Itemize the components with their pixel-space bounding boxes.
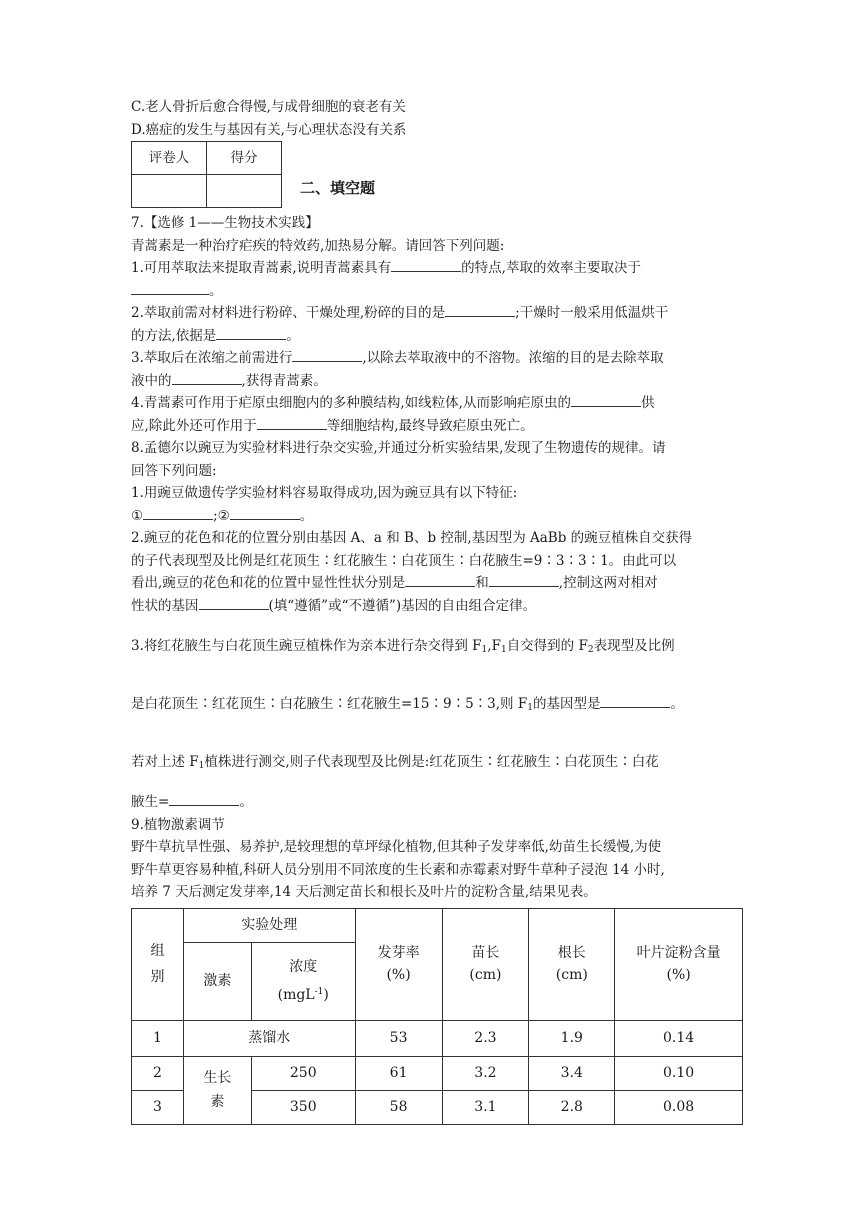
table-row: [132, 1020, 743, 1056]
text: 。: [239, 794, 253, 810]
option-c: C.老人骨折后愈合得慢,与成骨细胞的衰老有关: [131, 99, 406, 115]
conc-unit-close: ): [323, 987, 329, 1003]
text: ;干燥时一般采用低温烘干: [515, 305, 669, 321]
q8-intro-cont: 回答下列问题:: [131, 462, 217, 479]
text: 等细胞结构,最终导致疟原虫死亡。: [326, 417, 534, 434]
cell-treatment: 蒸馏水: [183, 1020, 355, 1056]
q8-part2-line2: 的子代表现型及比例是红花顶生∶红花腋生∶白花顶生∶白花腋生=9∶3∶3∶1。由此可以: [131, 552, 677, 569]
text: 3.萃取后在浓缩之前需进行: [131, 350, 293, 366]
header-group: [132, 908, 184, 1020]
header-shoot: [442, 908, 529, 1020]
root-label: 根长: [557, 944, 586, 961]
q8-part2-line3: [131, 572, 743, 595]
answer-blank[interactable]: [131, 280, 209, 295]
cell-shoot: 2.3: [442, 1020, 529, 1056]
answer-blank[interactable]: [172, 370, 242, 385]
text: ,F: [487, 638, 501, 654]
text: 3.将红花腋生与白花顶生豌豆植株作为亲本进行杂交得到 F: [131, 638, 482, 654]
conc-unit: (mgL: [277, 987, 315, 1003]
cell-shoot: 3.2: [442, 1056, 529, 1090]
answer-blank[interactable]: [391, 257, 461, 272]
root-unit: (cm): [555, 967, 588, 983]
header-group-label: 组别: [150, 943, 165, 985]
subscript: 1: [500, 645, 507, 655]
subscript: 1: [198, 761, 205, 771]
score-table: [131, 141, 282, 208]
score-header: 得分: [207, 142, 282, 175]
text: 若对上述 F: [131, 754, 199, 770]
answer-blank[interactable]: [230, 505, 300, 520]
subscript: 1: [527, 703, 533, 713]
grader-header: 评卷人: [132, 142, 207, 175]
text: 表现型及比例: [593, 638, 675, 654]
answer-blank[interactable]: [169, 791, 239, 806]
starch-unit: (%): [666, 967, 691, 983]
answer-blank[interactable]: [143, 505, 213, 520]
cell-group: 2: [132, 1056, 184, 1090]
q8-part2-line4: [131, 595, 743, 618]
answer-blank[interactable]: [489, 572, 559, 587]
starch-label: 叶片淀粉含量: [636, 944, 721, 961]
option-d: D.癌症的发生与基因有关,与心理状态没有关系: [131, 121, 407, 138]
answer-blank[interactable]: [292, 347, 362, 362]
text: 应,除此外还可作用于: [131, 417, 257, 434]
shoot-label: 苗长: [471, 944, 500, 961]
q7-part3-cont: [131, 370, 743, 393]
q7-part1: [131, 257, 743, 280]
q7-intro: 青蒿素是一种治疗疟疾的特效药,加热易分解。请回答下列问题:: [131, 237, 505, 254]
answer-blank[interactable]: [199, 595, 269, 610]
cell-group: 1: [132, 1020, 184, 1056]
answer-blank[interactable]: [600, 693, 670, 708]
text: 4.青蒿素可作用于疟原虫细胞内的多种膜结构,如线粒体,从而影响疟原虫的: [131, 395, 571, 411]
text: 腋生=: [131, 794, 170, 810]
cell-group: 3: [132, 1090, 184, 1124]
answer-blank[interactable]: [257, 415, 327, 430]
text: 自交得到的 F: [506, 638, 588, 654]
text: 植株进行测交,则子代表现型及比例是:红花顶生∶红花腋生∶白花顶生∶白花: [204, 754, 659, 770]
q8-intro: 8.孟德尔以豌豆为实验材料进行杂交实验,并通过分析实验结果,发现了生物遗传的规律。请: [131, 440, 666, 456]
q8-part3-line2: [131, 675, 743, 733]
text: 1.可用萃取法来提取青蒿素,说明青蒿素具有: [131, 260, 392, 276]
header-hormone: 激素: [183, 942, 251, 1020]
text: 看出,豌豆的花色和花的位置中显性性状分别是: [131, 575, 406, 591]
q7-part3: [131, 347, 743, 370]
text: 。: [209, 282, 223, 299]
germ-label: 发芽率: [377, 944, 420, 961]
text: 液中的: [131, 372, 172, 389]
q7-part2-cont: [131, 325, 743, 348]
cell-root: 2.8: [529, 1090, 615, 1124]
cell-starch: 0.10: [615, 1056, 743, 1090]
q8-part1: 1.用豌豆做遗传学实验材料容易取得成功,因为豌豆具有以下特征:: [131, 485, 518, 501]
grader-cell[interactable]: [132, 175, 207, 208]
cell-hormone: [183, 1056, 251, 1124]
q7-part1-cont: [131, 280, 743, 303]
q7-title: 7.【选修 1——生物技术实践】: [131, 215, 319, 231]
exam-page: [131, 96, 743, 1125]
q9-title: 9.植物激素调节: [131, 816, 225, 833]
subscript: 2: [587, 645, 594, 655]
hormone-label: 生长素: [203, 1070, 232, 1110]
cell-concentration: 250: [251, 1056, 355, 1090]
score-cell[interactable]: [207, 175, 282, 208]
score-box-row: [131, 141, 743, 208]
conc-unit-exponent: -1: [314, 987, 324, 997]
q8-part3: [131, 617, 743, 675]
text: 的方法,依据是: [131, 327, 217, 344]
header-starch: [615, 908, 743, 1020]
table-row: [132, 1056, 743, 1090]
cell-germination: 53: [355, 1020, 442, 1056]
cell-root: 3.4: [529, 1056, 615, 1090]
header-germination: [355, 908, 442, 1020]
text: ,获得青蒿素。: [241, 372, 327, 389]
q8-part2: 2.豌豆的花色和花的位置分别由基因 A、a 和 B、b 控制,基因型为 AaBb 的豌豆植株自交获得: [131, 530, 693, 546]
results-table: [131, 908, 743, 1125]
q9-line3: 培养 7 天后测定发芽率,14 天后测定苗长和根长及叶片的淀粉含量,结果见表。: [131, 884, 597, 900]
text: (填“遵循”或“不遵循”)基因的自由组合定律。: [268, 597, 537, 614]
q9-line2: 野牛草更容易种植,科研人员分别用不同浓度的生长素和赤霉素对野牛草种子浸泡 14 小时,: [131, 861, 665, 878]
cell-germination: 58: [355, 1090, 442, 1124]
q8-part1-blanks: [131, 505, 743, 528]
germ-unit: (%): [386, 967, 411, 983]
cell-concentration: 350: [251, 1090, 355, 1124]
q7-part2: [131, 302, 743, 325]
cell-shoot: 3.1: [442, 1090, 529, 1124]
conc-label: 浓度: [289, 958, 318, 975]
answer-blank[interactable]: [405, 572, 475, 587]
text: 是白花顶生∶红花顶生∶白花腋生∶红花腋生=15∶9∶5∶3,则 F: [131, 696, 528, 712]
text: 。: [299, 507, 314, 524]
answer-blank[interactable]: [445, 302, 515, 317]
text: 。: [286, 327, 300, 344]
text: ;②: [213, 507, 230, 524]
shoot-unit: (cm): [469, 967, 502, 983]
cell-starch: 0.08: [615, 1090, 743, 1124]
cell-starch: 0.14: [615, 1020, 743, 1056]
answer-blank[interactable]: [216, 325, 286, 340]
q8-part3-line4: [131, 791, 743, 814]
header-root: [529, 908, 615, 1020]
text: 的特点,萃取的效率主要取决于: [461, 260, 641, 276]
text: 的基因型是: [532, 696, 601, 712]
answer-blank[interactable]: [571, 392, 641, 407]
text: ,控制这两对相对: [558, 575, 658, 591]
text: 性状的基因: [131, 597, 199, 614]
q7-part4: [131, 392, 743, 415]
text: ,以除去萃取液中的不溶物。浓缩的目的是去除萃取: [362, 350, 664, 366]
text: 。: [670, 696, 684, 712]
cell-germination: 61: [355, 1056, 442, 1090]
header-treatment: 实验处理: [183, 908, 355, 942]
text: 2.萃取前需对材料进行粉碎、干燥处理,粉碎的目的是: [131, 305, 446, 321]
q9-line1: 野牛草抗旱性强、易养护,是较理想的草坪绿化植物,但其种子发芽率低,幼苗生长缓慢,为使: [131, 839, 662, 855]
text: ①: [131, 507, 144, 524]
section-title: 二、填空题: [300, 179, 376, 198]
header-concentration: [251, 942, 355, 1020]
text: 和: [475, 575, 489, 591]
subscript: 1: [481, 645, 488, 655]
cell-root: 1.9: [529, 1020, 615, 1056]
q8-part3-line3: [131, 733, 743, 791]
text: 供: [640, 395, 655, 411]
q7-part4-cont: [131, 415, 743, 438]
